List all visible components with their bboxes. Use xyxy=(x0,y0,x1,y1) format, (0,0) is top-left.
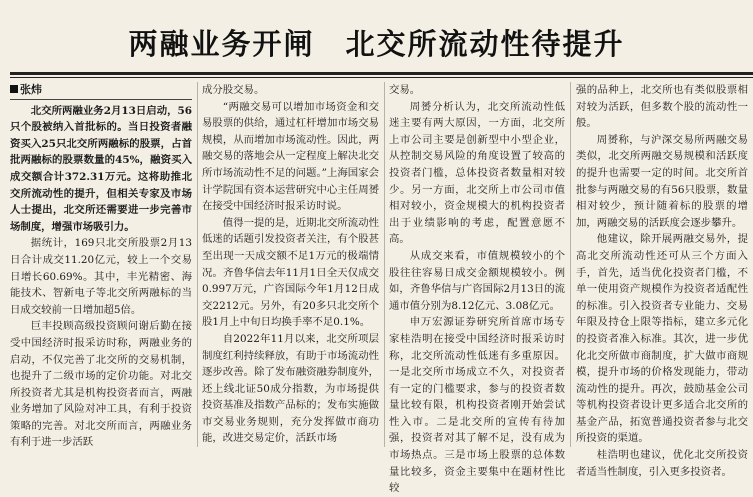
paragraph: 值得一提的是，近期北交所流动性低迷的话题引发投资者关注，有个股甚至出现一天成交额不足1万元的极端情况。齐鲁华信去年11月1日全天仅成交0.997万元，广咨国际今年1月12日成交2212元。另外，有20多只北交所个股1月上中旬日均换手率不足0.1%。 xyxy=(202,216,379,329)
paragraph: 桂浩明也建议，优化北交所投资者适当性制度，引入更多投资者。 xyxy=(576,449,748,478)
paragraph: “两融交易可以增加市场资金和交易股票的供给，通过杠杆增加市场交易规模，从而增加市场流动性。因此，两融交易的落地会从一定程度上解决北交所市场流动性不足的问题。”上海国家会计学院国有资本运营研究中心主任周赟在接受中国经济时报采访时说。 xyxy=(202,100,379,213)
article-column-4 xyxy=(576,82,748,478)
column-divider xyxy=(570,82,571,447)
article-column-2 xyxy=(202,82,379,447)
headline: 两融业务开闸 北交所流动性待提升 xyxy=(128,27,625,61)
byline-author: 张炜 xyxy=(20,83,42,96)
paragraph: 自2022年11月以来，北交所项层制度红利持续释放，有助于市场流动性逐步改善。除了发布融资融券制度外，还上线北证50成分指数，为市场提供投资基准及指数产品标的；发布实施做市交易业务规则，充分发挥做市商功能，改进交易定价，活跃市场 xyxy=(202,332,379,445)
paragraph: 周赟称，与沪深交易所两融交易类似，北交所两融交易规模和活跃度的提升也需要一定的时间。北交所首批参与两融交易的有56只股票，数量相对较少，预计随着标的股票的增加，两融交易的活跃度会逐步攀升。 xyxy=(576,133,748,229)
article-column-3 xyxy=(389,82,565,495)
byline xyxy=(10,82,192,100)
column-divider xyxy=(197,82,198,447)
headline-rule-thin xyxy=(10,77,753,78)
column-divider xyxy=(384,82,385,447)
paragraph: 交易。 xyxy=(389,84,421,96)
paragraph: 据统计，169只北交所股票2月13日合计成交11.20亿元，较上一个交易日增长60.69%。其中，丰光精密、海能技术、智新电子等北交所两融标的当日成交较前一日增加超5倍。 xyxy=(10,237,192,316)
paragraph: 强的品种上，北交所也有类似股票相对较为活跃，但多数个股的流动性一般。 xyxy=(576,84,748,130)
paragraph: 周赟分析认为，北交所流动性低迷主要有两大原因，一方面，北交所上市公司主要是创新型中小型企业，从控制交易风险的角度设置了较高的投资者门槛，总体投资者数量相对较少。另一方面，北交所上市公司市值相对较小，资金规模大的机构投资者出于业绩影响的考虑，配置意愿不高。 xyxy=(389,100,565,246)
paragraph: 从成交来看，市值规模较小的个股往往容易日成交金额规模较小。例如，齐鲁华信与广咨国际2月13日的流通市值分别为8.12亿元、3.08亿元。 xyxy=(389,249,565,312)
paragraph: 成分股交易。 xyxy=(202,84,265,96)
paragraph: 巨丰投顾高级投资顾问谢后勤在接受中国经济时报采访时称，两融业务的启动，不仅完善了北交所的交易机制，也提升了二级市场的定价功能。对北交所投资者尤其是机构投资者而言，两融业务增加了风险对冲工具，有利于投资策略的完善。对北交所而言，两融业务有利于进一步活跃 xyxy=(10,320,192,449)
paragraph: 申万宏源证券研究所首席市场专家桂浩明在接受中国经济时报采访时称，北交所流动性低迷有多重原因。一是北交所市场成立不久，对投资者有一定的门槛要求，参与的投资者数量比较有限，机构投资者刚开始尝试性入市。二是北交所的宣传有待加强，投资者对其了解不足，没有成为市场热点。三是市场上股票的总体数量比较多，资金主要集中在题材性比较 xyxy=(389,316,565,495)
headline-rule-thick xyxy=(10,72,753,75)
paragraph: 北交所两融业务2月13日启动，56只个股被纳入首批标的。当日投资者融资买入25只北交所两融标的股票，占首批两融标的股票数量的45%，融资买入成交额合计372.31万元。这将助推北交所流动性的提升，但相关专家及市场人士提出，北交所还需要进一步完善市场制度，增强市场吸引力。 xyxy=(10,104,192,233)
paragraph: 他建议，除开展两融交易外，提高北交所流动性还可从三个方面入手，首先，适当优化投资者门槛，不单一使用资产规模作为投资者适配性的标准。引入投资者专业能力、交易年限及持仓上限等指标，建立多元化的投资者准入标准。其次，进一步优化北交所做市商制度，扩大做市商规模，提升市场的价格发现能力，带动流动性的提升。再次，鼓励基金公司等机构投资者设计更多适合北交所的基金产品，拓宽普通投资者参与北交所投资的渠道。 xyxy=(576,233,748,445)
article-column-1 xyxy=(10,82,192,447)
byline-square-icon xyxy=(10,85,18,93)
